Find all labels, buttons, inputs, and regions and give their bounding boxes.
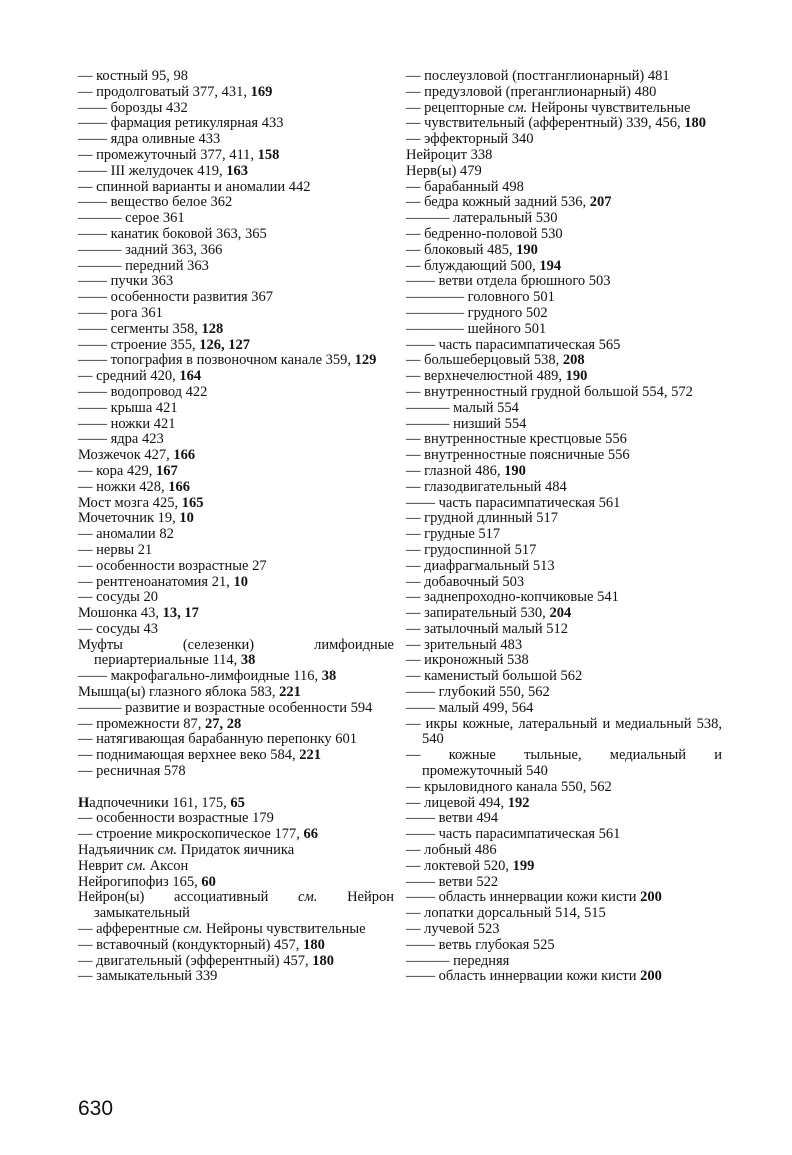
entry-text: ——— латеральный 530 <box>406 210 558 227</box>
entry-figure-ref: 166 <box>168 478 190 495</box>
index-entry <box>78 543 394 559</box>
entry-text: — особенности возрастные 179 <box>78 810 274 827</box>
entry-figure-ref: 66 <box>303 826 318 843</box>
entry-text: — чувствительный (афферентный) 339, 456, <box>406 115 685 132</box>
index-entry <box>406 69 722 85</box>
index-entry <box>406 859 722 875</box>
entry-text: Муфты (селезенки) лимфоидные периартериальные 114, <box>78 636 394 669</box>
entry-text: — двигательный (эфферентный) 457, <box>78 952 313 969</box>
entry-text: — икры кожные, латеральный и медиальный 538, 540 <box>406 715 722 748</box>
index-entry <box>78 353 394 369</box>
entry-text: — промежуточный 377, 411, <box>78 146 258 163</box>
index-entry <box>406 543 722 559</box>
entry-text: — лобный 486 <box>406 842 497 859</box>
entry-text: —— III желудочек 419, <box>78 162 227 179</box>
index-entry <box>78 638 394 670</box>
entry-text: ——— передняя <box>406 952 510 969</box>
entry-figure-ref: 204 <box>549 605 572 622</box>
index-entry <box>78 527 394 543</box>
entry-text: — ножки 428, <box>78 478 169 495</box>
entry-text: — сосуды 20 <box>78 589 158 606</box>
index-entry <box>78 385 394 401</box>
index-entry <box>406 954 722 970</box>
entry-crossref: см. <box>126 857 147 874</box>
index-entry <box>78 290 394 306</box>
index-entry <box>406 306 722 322</box>
entry-text: —— строение 355, <box>78 336 200 353</box>
index-entry <box>406 511 722 527</box>
entry-figure-ref: 208 <box>562 352 585 369</box>
entry-text: — бедренно-половой 530 <box>406 225 563 242</box>
entry-figure-ref: 128 <box>201 320 224 337</box>
entry-text: —— топография в позвоночном канале 359, <box>78 352 355 369</box>
entry-text: — послеузловой (постганглионарный) 481 <box>406 68 670 84</box>
index-entry <box>406 385 722 401</box>
index-entry <box>406 527 722 543</box>
entry-figure-ref: 38 <box>240 652 256 669</box>
entry-text: —— канатик боковой 363, 365 <box>78 225 267 242</box>
index-entry <box>78 211 394 227</box>
entry-text: — особенности возрастные 27 <box>78 557 267 574</box>
entry-text: —— ветви отдела брюшного 503 <box>406 273 611 290</box>
entry-figure-ref: 164 <box>179 368 202 385</box>
entry-text: — верхнечелюстной 489, <box>406 368 566 385</box>
entry-text: — блоковый 485, <box>406 241 517 258</box>
index-entry <box>406 811 722 827</box>
index-entry <box>406 259 722 275</box>
index-entry <box>406 906 722 922</box>
entry-text: — натягивающая барабанную перепонку 601 <box>78 731 357 748</box>
entry-text: —— борозды 432 <box>78 99 188 116</box>
index-entry <box>406 401 722 417</box>
entry-text: ——— передний 363 <box>78 257 209 274</box>
index-entry <box>78 164 394 180</box>
entry-figure-ref: 192 <box>507 794 530 811</box>
entry-text: — заднепроходно-копчиковые 541 <box>406 589 619 606</box>
entry-text: — нервы 21 <box>78 541 153 558</box>
entry-text: — ресничная 578 <box>78 763 186 780</box>
entry-text: Нерв(ы) 479 <box>406 162 482 179</box>
entry-text: — внутренностные поясничные 556 <box>406 447 630 464</box>
entry-crossref: см. <box>507 99 528 116</box>
index-entry <box>406 148 722 164</box>
index-entry <box>78 590 394 606</box>
index-entry <box>78 575 394 591</box>
entry-text: —— фармация ретикулярная 433 <box>78 115 284 132</box>
index-entry <box>78 322 394 338</box>
entry-figure-ref: 221 <box>299 747 321 764</box>
entry-text: — продолговатый 377, 431, <box>78 83 251 100</box>
index-entry <box>406 322 722 338</box>
entry-figure-ref: 38 <box>321 668 337 685</box>
entry-text: — сосуды 43 <box>78 620 158 637</box>
entry-text: — рецепторные <box>406 99 508 116</box>
index-entry <box>78 243 394 259</box>
entry-text: — афферентные <box>78 921 184 938</box>
entry-figure-ref: 129 <box>354 352 377 369</box>
index-entry <box>78 69 394 85</box>
entry-figure-ref: 190 <box>504 462 526 479</box>
index-entry <box>78 796 394 812</box>
entry-text: — барабанный 498 <box>406 178 524 195</box>
entry-crossref-target: Придаток яичника <box>177 842 295 859</box>
entry-text: ———— шейного 501 <box>406 320 547 337</box>
index-entry <box>78 180 394 196</box>
entry-text: — каменистый большой 562 <box>406 668 583 685</box>
index-entry <box>78 496 394 512</box>
index-entry <box>78 969 394 985</box>
entry-text: —— рога 361 <box>78 304 163 321</box>
entry-figure-ref: 200 <box>640 968 662 985</box>
section-initial: Н <box>78 794 90 811</box>
entry-text: —— малый 499, 564 <box>406 699 534 716</box>
index-entry <box>406 575 722 591</box>
entry-text: —— крыша 421 <box>78 399 178 416</box>
entry-text: —— ветвь глубокая 525 <box>406 936 555 953</box>
entry-text: — крыловидного канала 550, 562 <box>406 778 612 795</box>
index-entry <box>78 338 394 354</box>
entry-figure-ref: 165 <box>181 494 204 511</box>
index-entry <box>78 685 394 701</box>
index-entry <box>406 969 722 985</box>
entry-text: — грудоспинной 517 <box>406 541 537 558</box>
index-entry <box>78 417 394 433</box>
entry-figure-ref: 190 <box>516 241 538 258</box>
index-entry <box>406 496 722 512</box>
entry-text: — лучевой 523 <box>406 921 500 938</box>
entry-text: — замыкательный 339 <box>78 968 218 985</box>
entry-text: — грудной длинный 517 <box>406 510 559 527</box>
index-entry <box>406 290 722 306</box>
entry-figure-ref: 13, 17 <box>162 605 199 622</box>
entry-figure-ref: 180 <box>303 936 325 953</box>
entry-figure-ref: 126, 127 <box>199 336 251 353</box>
index-entry <box>78 717 394 733</box>
entry-text: Мозжечок 427, <box>78 447 174 464</box>
entry-crossref-target: Нейрон замыкательный <box>94 889 394 922</box>
entry-crossref-target: Нейроны чувствительные <box>202 921 366 938</box>
index-entry <box>78 148 394 164</box>
index-entry <box>406 653 722 669</box>
index-entry <box>406 274 722 290</box>
entry-text: Мошонка 43, <box>78 605 163 622</box>
index-entry <box>406 590 722 606</box>
entry-figure-ref: 166 <box>173 447 196 464</box>
index-column-right <box>406 69 722 985</box>
index-entry <box>406 748 722 780</box>
entry-text: — внутренностные крестцовые 556 <box>406 431 627 448</box>
index-entry <box>406 116 722 132</box>
index-entry <box>78 811 394 827</box>
index-entry <box>78 306 394 322</box>
index-entry <box>406 922 722 938</box>
entry-text: адпочечники 161, 175, <box>89 794 231 811</box>
entry-text: —— часть парасимпатическая 565 <box>406 336 621 353</box>
entry-text: —— макрофагально-лимфоидные 116, <box>78 668 322 685</box>
index-entry <box>78 85 394 101</box>
index-entry <box>78 701 394 717</box>
index-entry <box>78 448 394 464</box>
entry-text: — средний 420, <box>78 368 180 385</box>
index-entry <box>406 180 722 196</box>
index-entry <box>78 227 394 243</box>
index-entry <box>406 938 722 954</box>
entry-text: —— ветви 494 <box>406 810 499 827</box>
entry-text: —— сегменты 358, <box>78 320 202 337</box>
entry-text: — лопатки дорсальный 514, 515 <box>406 905 606 922</box>
entry-text: —— вещество белое 362 <box>78 194 233 211</box>
entry-figure-ref: 10 <box>233 573 248 590</box>
entry-figure-ref: 199 <box>512 857 535 874</box>
index-entry <box>406 464 722 480</box>
index-entry <box>78 954 394 970</box>
entry-figure-ref: 190 <box>565 368 588 385</box>
entry-text: Мочеточник 19, <box>78 510 180 527</box>
entry-text: — спинной варианты и аномалии 442 <box>78 178 311 195</box>
index-entry <box>406 827 722 843</box>
index-entry <box>78 922 394 938</box>
index-entry <box>406 448 722 464</box>
entry-text: — предузловой (преганглионарный) 480 <box>406 83 657 100</box>
index-entry <box>78 875 394 891</box>
entry-text: — эффекторный 340 <box>406 131 534 148</box>
entry-text: —— область иннервации кожи кисти <box>406 889 641 906</box>
entry-text: ——— низший 554 <box>406 415 527 432</box>
index-entry <box>406 417 722 433</box>
index-entry <box>406 559 722 575</box>
entry-text: —— часть парасимпатическая 561 <box>406 826 621 843</box>
index-entry <box>78 259 394 275</box>
entry-text: ———— грудного 502 <box>406 304 548 321</box>
index-entry <box>78 369 394 385</box>
index-entry <box>78 859 394 875</box>
entry-text: — вставочный (кондукторный) 457, <box>78 936 304 953</box>
index-entry <box>78 764 394 780</box>
index-entry <box>78 732 394 748</box>
entry-text: — кожные тыльные, медиальный и промежуточный 540 <box>406 747 722 780</box>
entry-text: ——— задний 363, 366 <box>78 241 223 258</box>
index-entry <box>406 875 722 891</box>
entry-text: — затылочный малый 512 <box>406 620 569 637</box>
entry-text: —— ядра оливные 433 <box>78 131 221 148</box>
index-entry <box>78 511 394 527</box>
index-entry <box>78 669 394 685</box>
entry-text: —— ядра 423 <box>78 431 164 448</box>
entry-text: —— часть парасимпатическая 561 <box>406 494 621 511</box>
entry-text: ———— головного 501 <box>406 289 555 306</box>
entry-text: Нейрогипофиз 165, <box>78 873 202 890</box>
index-entry <box>406 85 722 101</box>
index-entry <box>406 796 722 812</box>
entry-text: —— водопровод 422 <box>78 383 208 400</box>
entry-figure-ref: 10 <box>179 510 194 527</box>
index-column-left <box>78 69 394 985</box>
index-entry <box>78 401 394 417</box>
entry-text: — строение микроскопическое 177, <box>78 826 304 843</box>
entry-crossref-target: Аксон <box>146 857 189 874</box>
entry-text: — костный 95, 98 <box>78 68 188 84</box>
entry-text: — поднимающая верхнее веко 584, <box>78 747 300 764</box>
entry-text: —— пучки 363 <box>78 273 174 290</box>
entry-figure-ref: 65 <box>230 794 245 811</box>
index-entry <box>406 638 722 654</box>
entry-text: —— глубокий 550, 562 <box>406 684 550 701</box>
entry-text: — лицевой 494, <box>406 794 508 811</box>
entry-text: — глазодвигательный 484 <box>406 478 567 495</box>
index-entry <box>406 369 722 385</box>
entry-text: — зрительный 483 <box>406 636 523 653</box>
entry-text: — промежности 87, <box>78 715 206 732</box>
entry-figure-ref: 163 <box>226 162 248 179</box>
index-entry <box>406 890 722 906</box>
index-entry <box>78 116 394 132</box>
entry-figure-ref: 27, 28 <box>205 715 242 732</box>
entry-text: —— ножки 421 <box>78 415 176 432</box>
index-entry <box>406 685 722 701</box>
index-entry <box>406 338 722 354</box>
entry-text: Нейроцит 338 <box>406 146 493 163</box>
index-entry <box>78 559 394 575</box>
entry-figure-ref: 180 <box>684 115 706 132</box>
entry-text: Мышца(ы) глазного яблока 583, <box>78 684 280 701</box>
index-entry <box>78 622 394 638</box>
index-entry <box>78 274 394 290</box>
entry-text: — диафрагмальный 513 <box>406 557 555 574</box>
entry-figure-ref: 158 <box>257 146 280 163</box>
entry-text: — добавочный 503 <box>406 573 525 590</box>
entry-figure-ref: 167 <box>156 462 178 479</box>
index-entry <box>406 701 722 717</box>
entry-text: — запирательный 530, <box>406 605 550 622</box>
index-entry <box>406 227 722 243</box>
entry-text: — икроножный 538 <box>406 652 529 669</box>
entry-text: Надъяичник <box>78 842 158 859</box>
index-entry <box>78 101 394 117</box>
entry-figure-ref: 207 <box>589 194 612 211</box>
entry-figure-ref: 169 <box>250 83 273 100</box>
entry-text: — грудные 517 <box>406 526 501 543</box>
index-entry <box>78 195 394 211</box>
index-entry <box>406 195 722 211</box>
entry-text: — аномалии 82 <box>78 526 174 543</box>
entry-text: — кора 429, <box>78 462 156 479</box>
entry-text: ——— серое 361 <box>78 210 185 227</box>
index-entry <box>406 164 722 180</box>
entry-figure-ref: 200 <box>640 889 662 906</box>
entry-text: Мост мозга 425, <box>78 494 182 511</box>
index-entry <box>78 606 394 622</box>
entry-text: — рентгеноанатомия 21, <box>78 573 234 590</box>
entry-text: — глазной 486, <box>406 462 505 479</box>
index-entry <box>406 132 722 148</box>
entry-text: — большеберцовый 538, <box>406 352 563 369</box>
index-entry <box>78 843 394 859</box>
entry-text: Неврит <box>78 857 127 874</box>
entry-text: —— ветви 522 <box>406 873 499 890</box>
entry-figure-ref: 180 <box>312 952 334 969</box>
page-number: 630 <box>78 1097 114 1120</box>
entry-crossref: см. <box>183 921 203 938</box>
index-entry <box>78 938 394 954</box>
entry-text: —— особенности развития 367 <box>78 289 273 306</box>
entry-text: — бедра кожный задний 536, <box>406 194 590 211</box>
index-entry <box>406 480 722 496</box>
index-entry <box>78 132 394 148</box>
entry-crossref: см. <box>298 889 318 906</box>
entry-crossref: см. <box>157 842 178 859</box>
entry-text: — внутренностный грудной большой 554, 572 <box>406 383 693 400</box>
index-entry <box>406 669 722 685</box>
entry-text: ——— малый 554 <box>406 399 519 416</box>
index-entry <box>78 432 394 448</box>
index-entry <box>406 606 722 622</box>
section-gap <box>78 780 394 796</box>
index-entry <box>406 717 722 749</box>
entry-text: ——— развитие и возрастные особенности 594 <box>78 699 373 716</box>
index-entry <box>406 432 722 448</box>
index-entry <box>406 353 722 369</box>
index-entry <box>406 211 722 227</box>
entry-figure-ref: 194 <box>539 257 562 274</box>
index-entry <box>78 890 394 922</box>
entry-figure-ref: 221 <box>279 684 301 701</box>
index-entry <box>406 622 722 638</box>
index-entry <box>406 101 722 117</box>
entry-text: Нейрон(ы) ассоциативный <box>78 889 299 906</box>
index-entry <box>406 243 722 259</box>
entry-figure-ref: 60 <box>201 873 216 890</box>
index-entry <box>78 480 394 496</box>
entry-crossref-target: Нейроны чувствительные <box>527 99 691 116</box>
entry-text: — блуждающий 500, <box>406 257 540 274</box>
index-entry <box>78 827 394 843</box>
entry-text: —— область иннервации кожи кисти <box>406 968 641 985</box>
index-entry <box>78 748 394 764</box>
entry-text: — локтевой 520, <box>406 857 513 874</box>
index-entry <box>78 464 394 480</box>
index-entry <box>406 843 722 859</box>
index-entry <box>406 780 722 796</box>
